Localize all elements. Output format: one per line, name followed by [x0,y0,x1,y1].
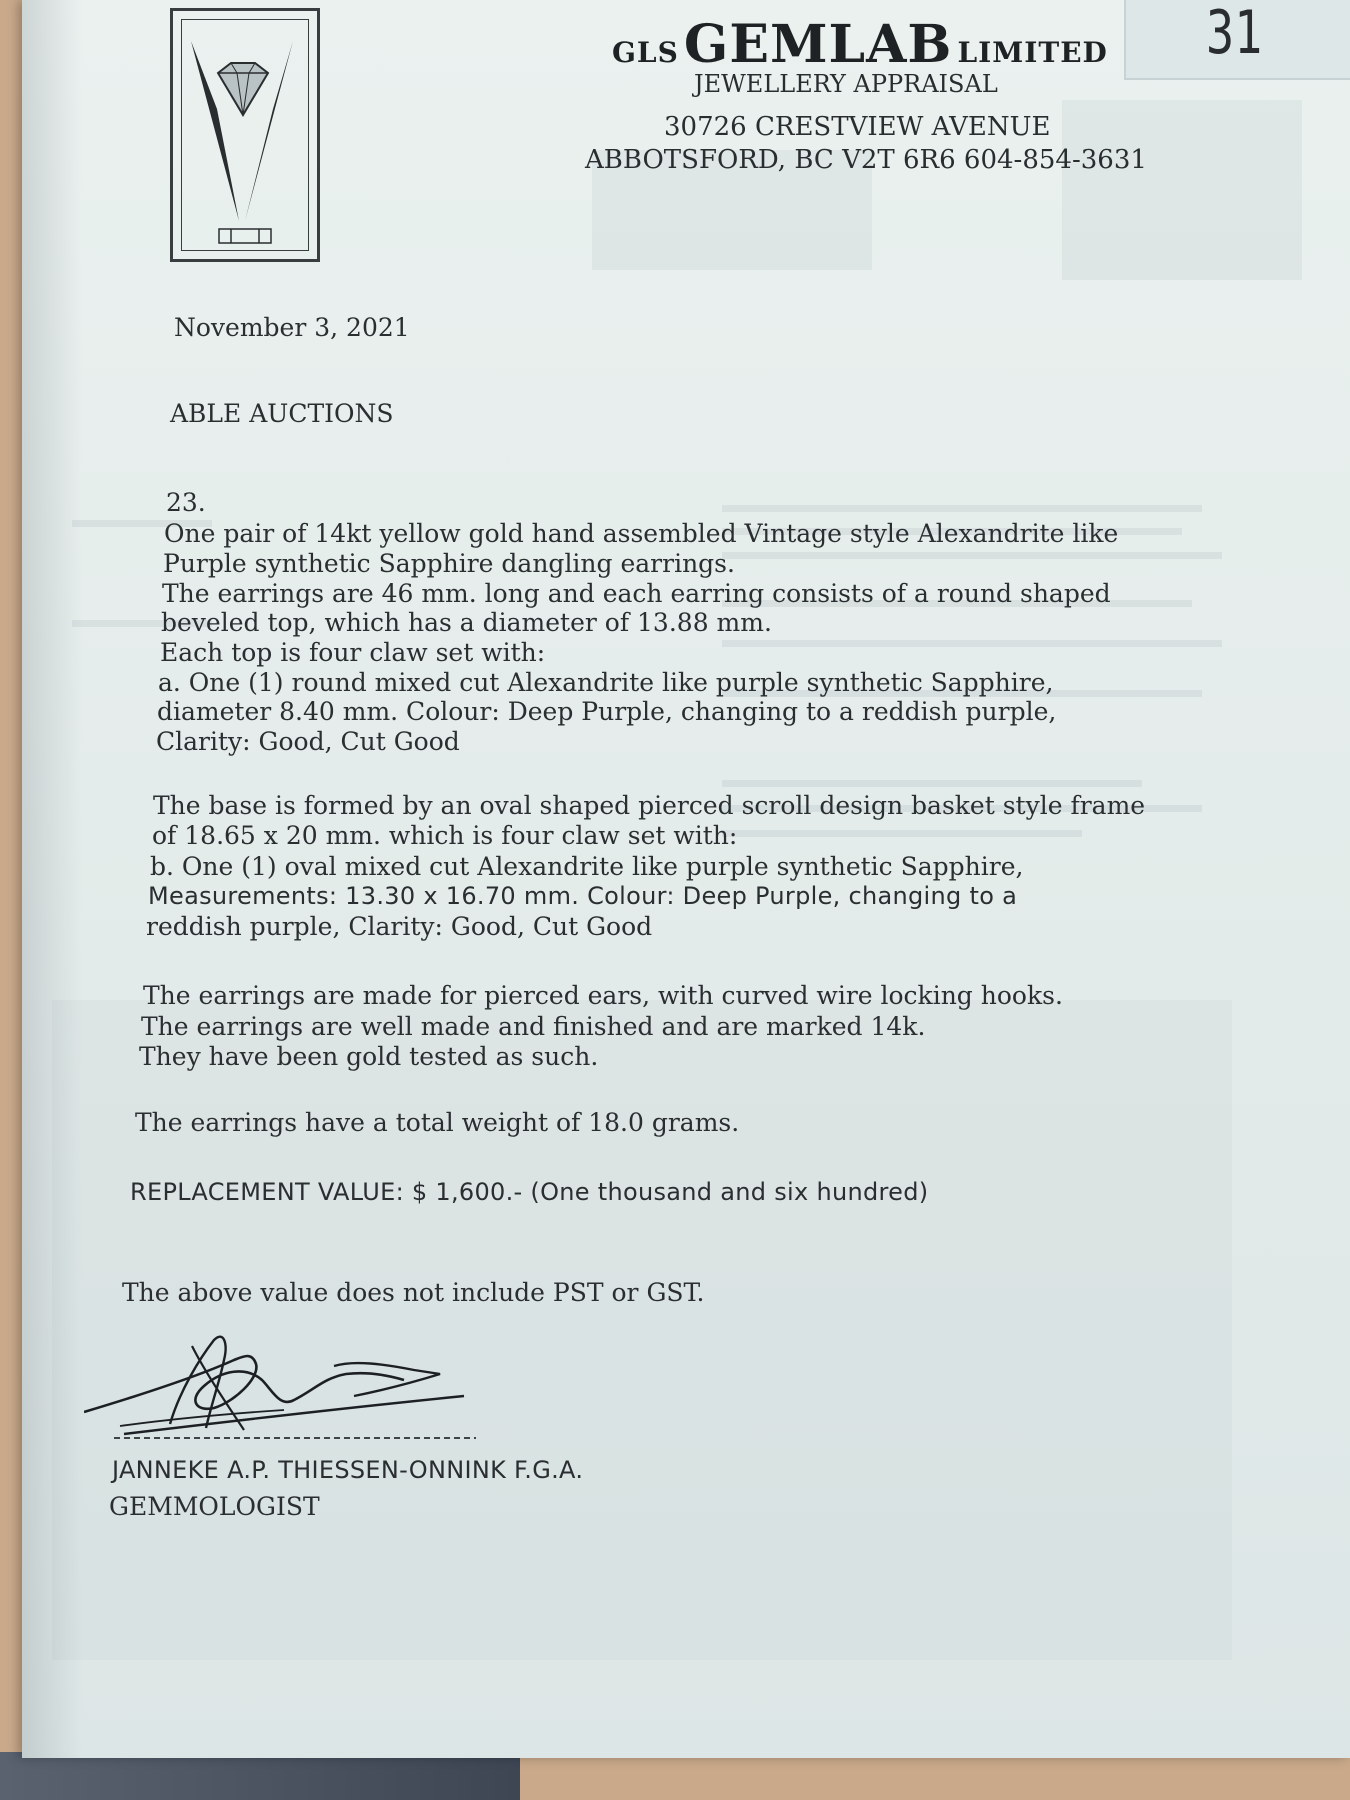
item-number: 23. [166,488,206,517]
description-line: One pair of 14kt yellow gold hand assembled Vintage style Alexandrite like [164,519,1119,548]
desk-background [0,1752,520,1800]
show-through-line [722,640,1222,647]
description-line: Purple synthetic Sapphire dangling earrings. [163,549,735,578]
ears-line: They have been gold tested as such. [139,1042,599,1071]
base-line: reddish purple, Clarity: Good, Cut Good [146,912,653,941]
appraisal-page [22,0,1350,1758]
show-through-line [722,552,1222,559]
letter-date: November 3, 2021 [174,313,410,342]
brand-prefix: GLS [612,36,679,69]
ears-line: The earrings are made for pierced ears, with curved wire locking hooks. [143,981,1063,1010]
page-number-box [1124,0,1350,80]
base-line: b. One (1) oval mixed cut Alexandrite like purple synthetic Sapphire, [150,852,1024,881]
total-weight: The earrings have a total weight of 18.0 grams. [135,1108,740,1137]
tax-note: The above value does not include PST or GST. [122,1278,705,1307]
base-line: of 18.65 x 20 mm. which is four claw set with: [152,821,738,850]
signatory-name: JANNEKE A.P. THIESSEN-ONNINK F.G.A. [112,1456,584,1484]
description-line: Clarity: Good, Cut Good [156,727,460,756]
base-line: The base is formed by an oval shaped pierced scroll design basket style frame [153,791,1146,820]
company-subtitle: JEWELLERY APPRAISAL [694,70,998,98]
brand-suffix: LIMITED [957,36,1108,69]
show-through-line [722,505,1202,512]
description-line: Each top is four claw set with: [160,638,546,667]
description-line: beveled top, which has a diameter of 13.88 mm. [161,608,772,637]
diamond-v-logo-icon [173,11,317,259]
description-line: diameter 8.40 mm. Colour: Deep Purple, changing to a reddish purple, [157,697,1057,726]
description-line: The earrings are 46 mm. long and each earring consists of a round shaped [162,579,1111,608]
ears-line: The earrings are well made and finished and are marked 14k. [141,1012,926,1041]
show-through-line [722,780,1142,787]
page-number: 31 [1206,0,1263,68]
handwritten-signature [84,1330,504,1440]
description-line: a. One (1) round mixed cut Alexandrite like purple synthetic Sapphire, [158,668,1054,697]
show-through-panel [1062,100,1302,280]
company-city-phone: ABBOTSFORD, BC V2T 6R6 604-854-3631 [585,145,1147,175]
base-line: Measurements: 13.30 x 16.70 mm. Colour: Deep Purple, changing to a [148,882,1018,910]
company-name [612,14,1108,75]
brand-name: GEMLAB [683,14,953,75]
company-logo [170,8,320,262]
signatory-title: GEMMOLOGIST [109,1492,320,1521]
company-street: 30726 CRESTVIEW AVENUE [664,112,1051,142]
recipient: ABLE AUCTIONS [170,399,394,428]
replacement-value: REPLACEMENT VALUE: $ 1,600.- (One thousand and six hundred) [130,1178,929,1206]
show-through-line [722,830,1082,837]
